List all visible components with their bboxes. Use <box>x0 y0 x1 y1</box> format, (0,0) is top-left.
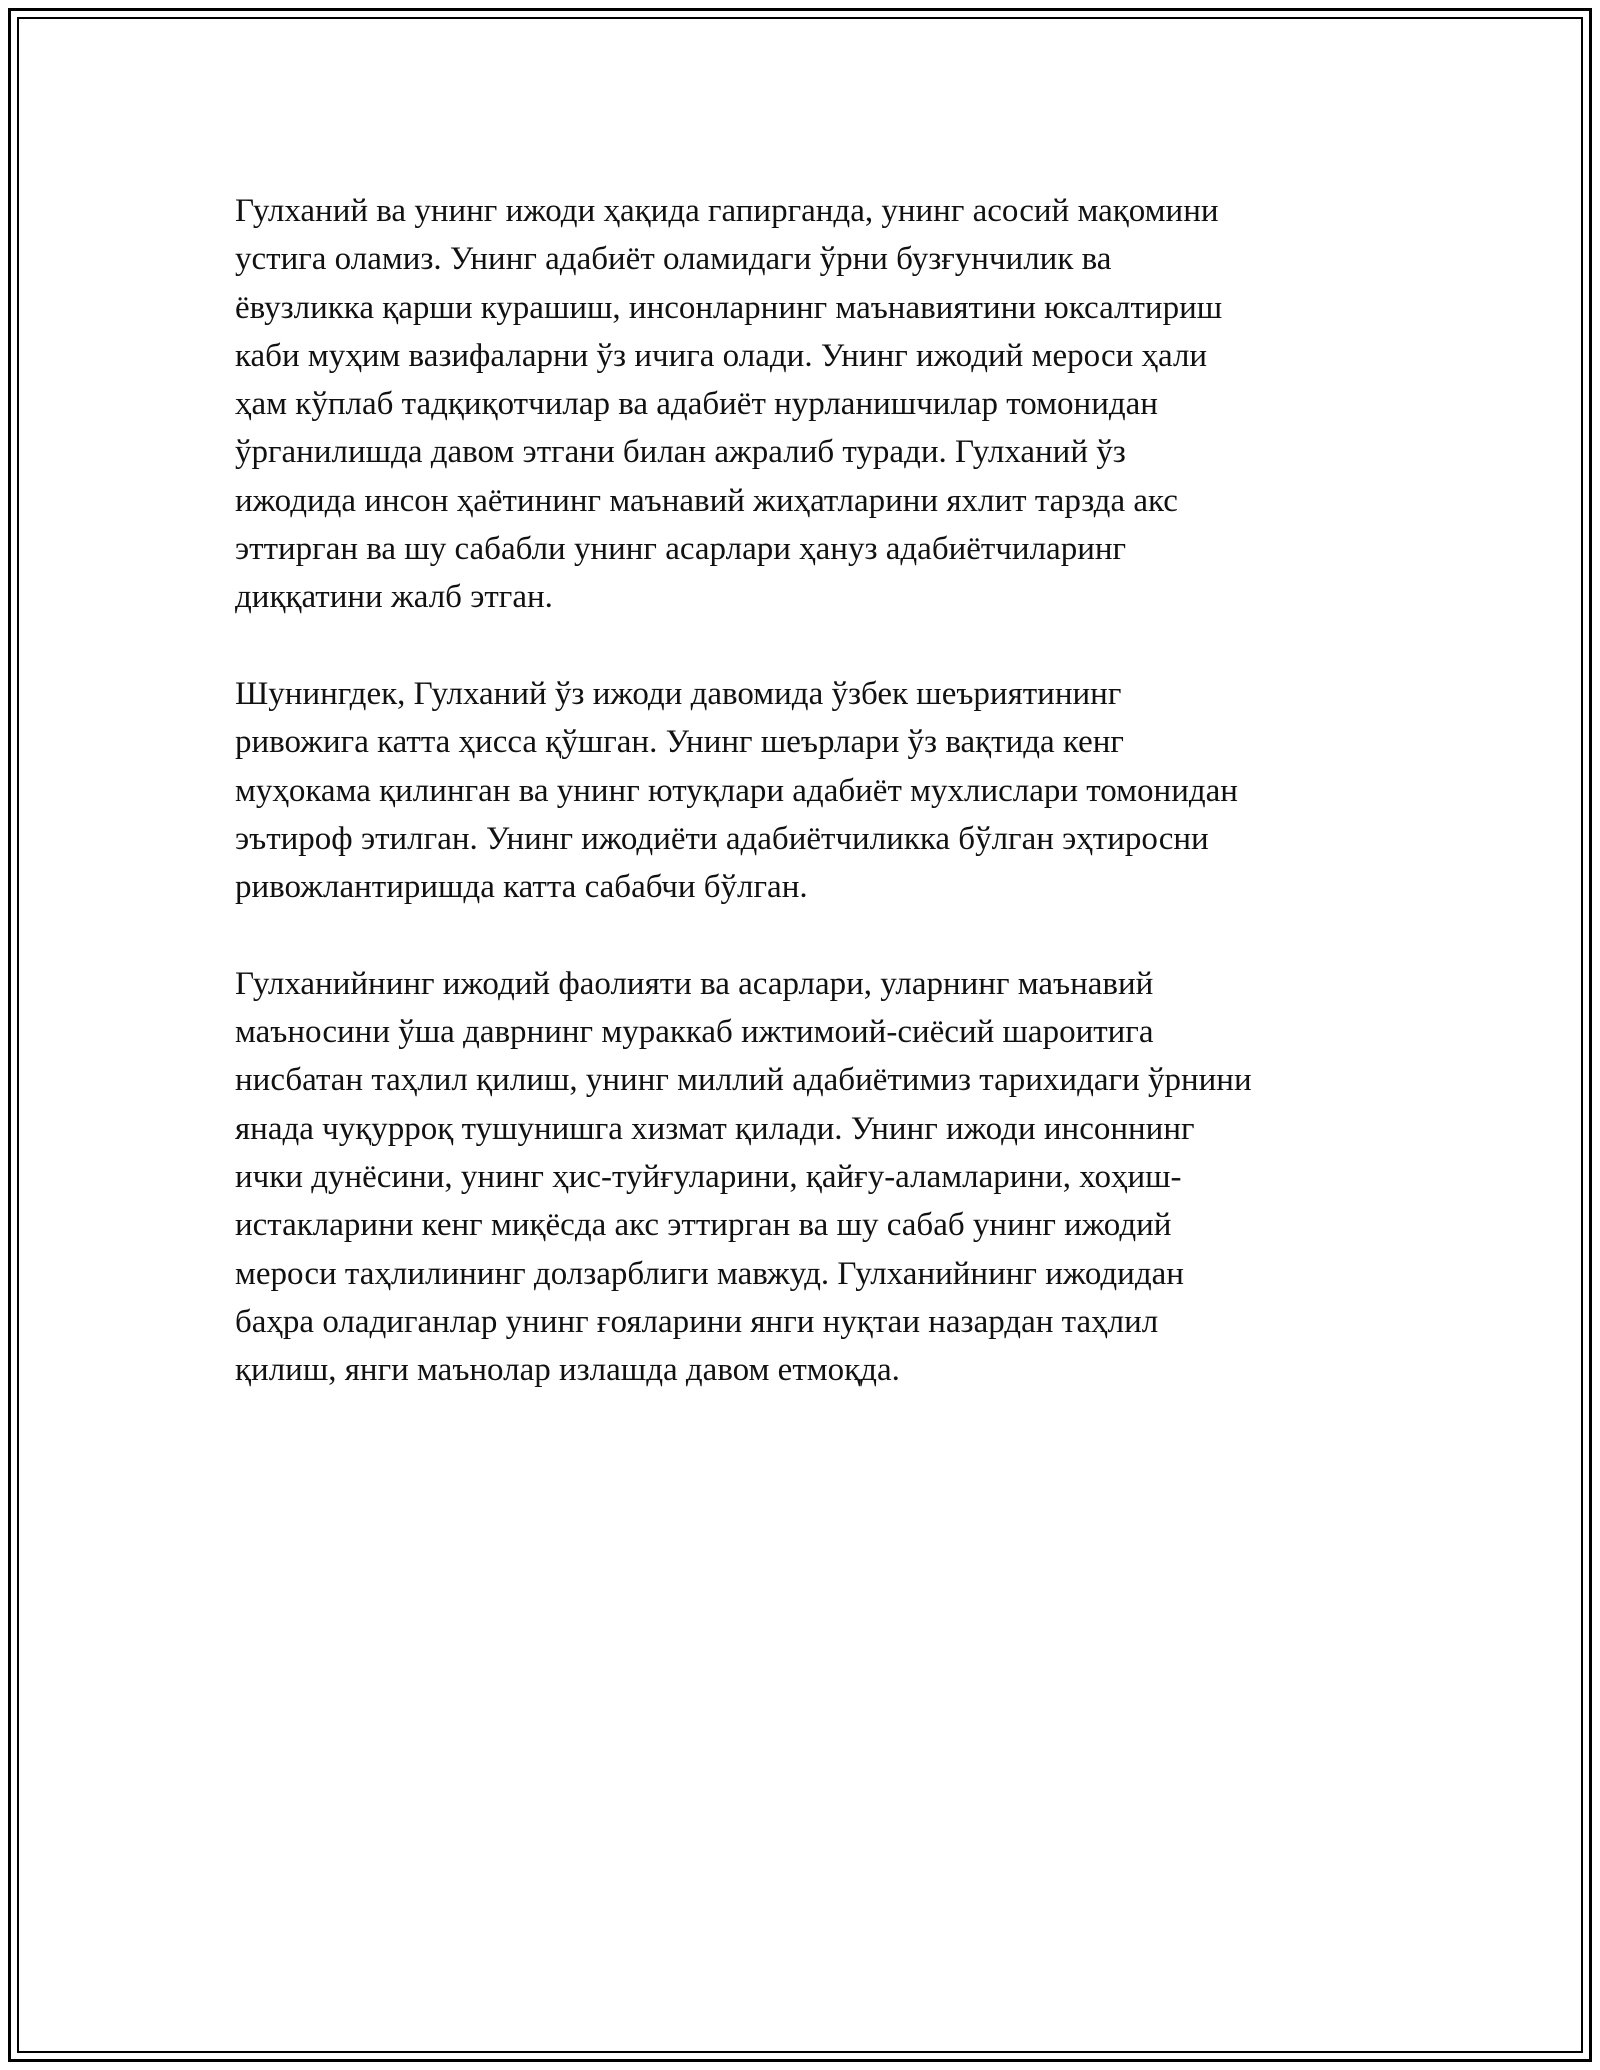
text-line: янада чуқурроқ тушунишга хизмат қилади. Унинг ижоди инсоннинг <box>235 1110 1195 1147</box>
document-body <box>235 187 1385 1394</box>
text-line: ўрганилишда давом этгани билан ажралиб туради. Гулханий ўз <box>235 434 1126 471</box>
text-line: истакларини кенг миқёсда акс эттирган ва шу сабаб унинг ижодий <box>235 1207 1172 1244</box>
text-line: ривожига катта ҳисса қўшган. Унинг шеърлари ўз вақтида кенг <box>235 724 1124 761</box>
text-line: эътироф этилган. Унинг ижодиёти адабиётчиликка бўлган эҳтиросни <box>235 820 1209 857</box>
text-line: ҳам кўплаб тадқиқотчилар ва адабиёт нурланишчилар томонидан <box>235 386 1158 423</box>
paragraph-1 <box>235 187 1385 622</box>
paragraph-2 <box>235 670 1385 911</box>
text-line: мероси таҳлилининг долзарблиги мавжуд. Гулханийнинг ижодидан <box>235 1255 1184 1292</box>
text-line: устига оламиз. Унинг адабиёт оламидаги ўрни бузғунчилик ва <box>235 241 1112 278</box>
text-line: маъносини ўша даврнинг мураккаб ижтимоий-сиёсий шароитига <box>235 1014 1154 1051</box>
text-line: ёвузликка қарши курашиш, инсонларнинг маънавиятини юксалтириш <box>235 289 1223 326</box>
text-line: Шунингдек, Гулханий ўз ижоди давомида ўзбек шеъриятининг <box>235 675 1122 712</box>
text-line: Гулханийнинг ижодий фаолияти ва асарлари, уларнинг маънавий <box>235 965 1154 1002</box>
text-line: ижодида инсон ҳаётининг маънавий жиҳатларини яхлит тарзда акс <box>235 482 1178 519</box>
text-line: ривожлантиришда катта сабабчи бўлган. <box>235 869 808 906</box>
text-line: Гулханий ва унинг ижоди ҳақида гапирганда, унинг асосий мақомини <box>235 193 1219 229</box>
text-line: нисбатан таҳлил қилиш, унинг миллий адабиётимиз тарихидаги ўрнини <box>235 1062 1252 1099</box>
text-line: муҳокама қилинган ва унинг ютуқлари адабиёт мухлислари томонидан <box>235 772 1238 809</box>
text-line: ички дунёсини, унинг ҳис-туйғуларини, қайғу-аламларини, хоҳиш- <box>235 1158 1182 1195</box>
text-line: каби муҳим вазифаларни ўз ичига олади. Унинг ижодий мероси ҳали <box>235 337 1208 374</box>
text-line: қилиш, янги маънолар излашда давом етмоқда. <box>235 1352 900 1389</box>
text-line: эттирган ва шу сабабли унинг асарлари ҳануз адабиётчиларинг <box>235 531 1127 568</box>
paragraph-3 <box>235 960 1385 1395</box>
text-line: диққатини жалб этган. <box>235 579 553 616</box>
text-line: баҳра оладиганлар унинг ғояларини янги нуқтаи назардан таҳлил <box>235 1303 1159 1340</box>
